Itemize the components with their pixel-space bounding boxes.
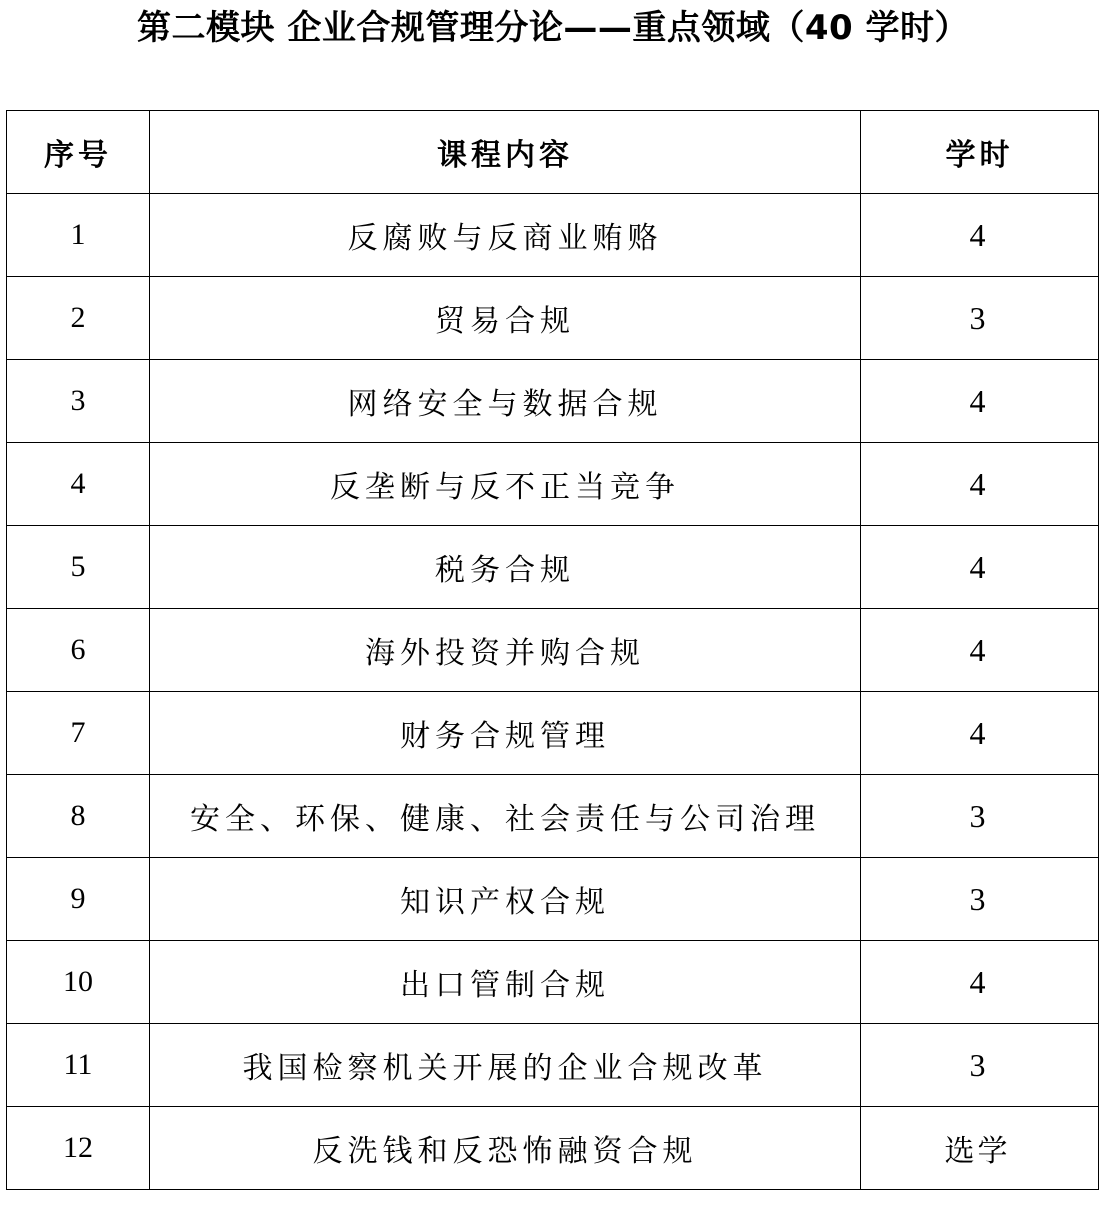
row-index: 8 bbox=[7, 775, 150, 858]
row-index: 7 bbox=[7, 692, 150, 775]
row-content: 贸易合规 bbox=[150, 277, 861, 360]
row-content: 我国检察机关开展的企业合规改革 bbox=[150, 1024, 861, 1107]
header-hours: 学时 bbox=[861, 111, 1099, 194]
row-hours: 4 bbox=[861, 941, 1099, 1024]
row-index: 3 bbox=[7, 360, 150, 443]
row-content: 反垄断与反不正当竞争 bbox=[150, 443, 861, 526]
table-row bbox=[7, 526, 1099, 609]
table-row bbox=[7, 692, 1099, 775]
course-table bbox=[6, 110, 1099, 1190]
table-row bbox=[7, 194, 1099, 277]
row-hours: 3 bbox=[861, 277, 1099, 360]
row-content: 反洗钱和反恐怖融资合规 bbox=[150, 1107, 861, 1190]
row-content: 财务合规管理 bbox=[150, 692, 861, 775]
row-content: 海外投资并购合规 bbox=[150, 609, 861, 692]
row-index: 9 bbox=[7, 858, 150, 941]
header-content: 课程内容 bbox=[150, 111, 861, 194]
table-row bbox=[7, 858, 1099, 941]
row-hours: 3 bbox=[861, 1024, 1099, 1107]
row-hours: 4 bbox=[861, 443, 1099, 526]
row-content: 安全、环保、健康、社会责任与公司治理 bbox=[150, 775, 861, 858]
table-row bbox=[7, 775, 1099, 858]
row-hours: 3 bbox=[861, 775, 1099, 858]
header-index: 序号 bbox=[7, 111, 150, 194]
row-hours: 选学 bbox=[861, 1107, 1099, 1190]
row-hours: 3 bbox=[861, 858, 1099, 941]
table-row bbox=[7, 1024, 1099, 1107]
table-row bbox=[7, 277, 1099, 360]
row-index: 4 bbox=[7, 443, 150, 526]
row-hours: 4 bbox=[861, 526, 1099, 609]
row-hours: 4 bbox=[861, 609, 1099, 692]
row-content: 网络安全与数据合规 bbox=[150, 360, 861, 443]
table-row bbox=[7, 360, 1099, 443]
table-row bbox=[7, 443, 1099, 526]
row-content: 反腐败与反商业贿赂 bbox=[150, 194, 861, 277]
table-row bbox=[7, 609, 1099, 692]
row-index: 1 bbox=[7, 194, 150, 277]
row-index: 2 bbox=[7, 277, 150, 360]
row-content: 知识产权合规 bbox=[150, 858, 861, 941]
row-index: 10 bbox=[7, 941, 150, 1024]
row-index: 11 bbox=[7, 1024, 150, 1107]
row-index: 6 bbox=[7, 609, 150, 692]
table-header-row bbox=[7, 111, 1099, 194]
table-row bbox=[7, 1107, 1099, 1190]
page-title: 第二模块 企业合规管理分论——重点领域（40 学时） bbox=[137, 8, 969, 48]
row-index: 5 bbox=[7, 526, 150, 609]
row-hours: 4 bbox=[861, 360, 1099, 443]
row-hours: 4 bbox=[861, 194, 1099, 277]
row-hours: 4 bbox=[861, 692, 1099, 775]
row-content: 出口管制合规 bbox=[150, 941, 861, 1024]
table-row bbox=[7, 941, 1099, 1024]
row-index: 12 bbox=[7, 1107, 150, 1190]
row-content: 税务合规 bbox=[150, 526, 861, 609]
